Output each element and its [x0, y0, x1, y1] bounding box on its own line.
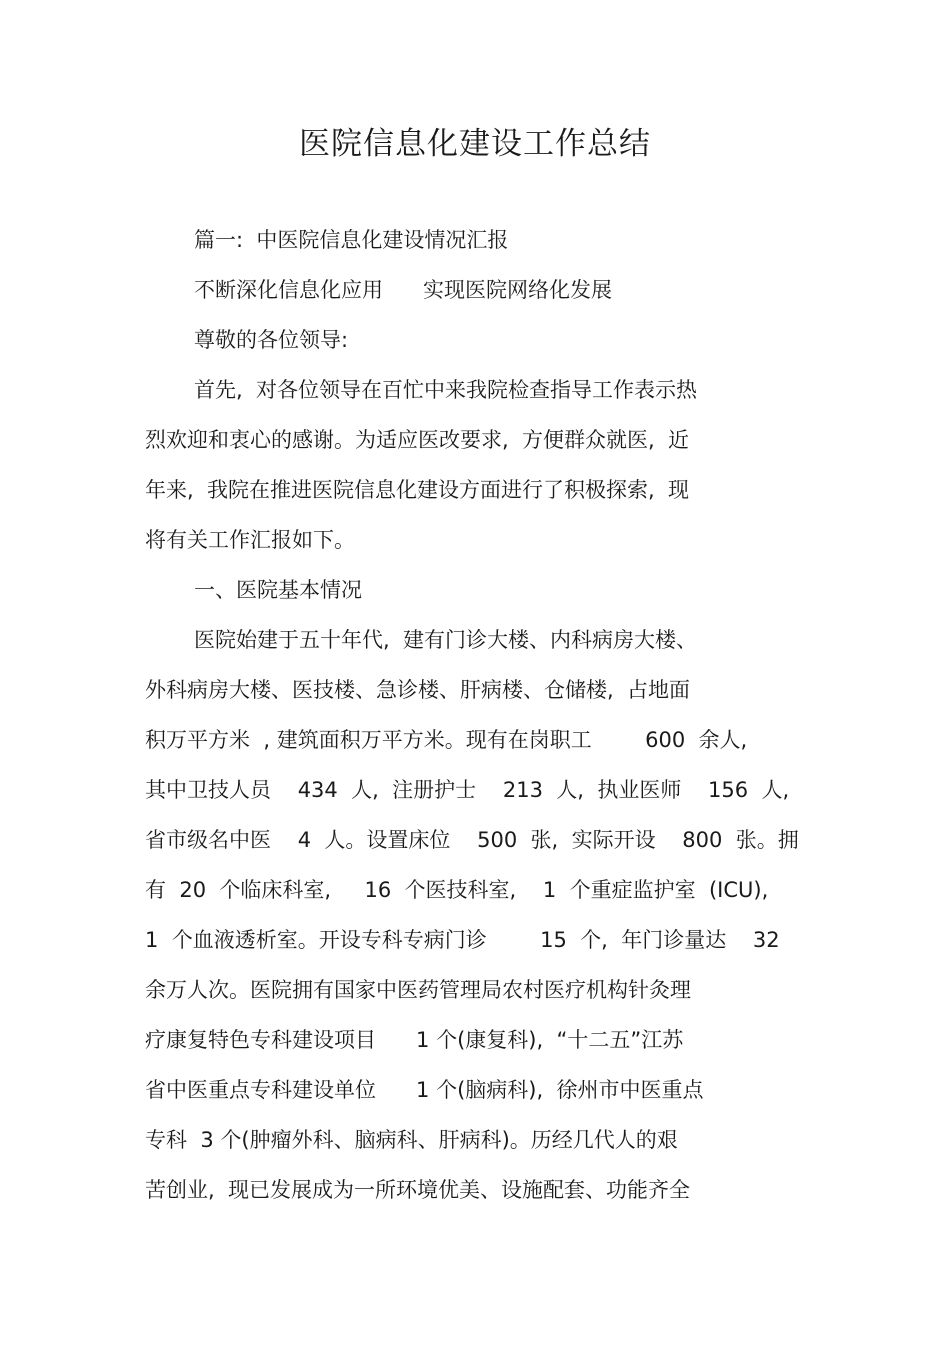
paragraph-line: 疗康复特色专科建设项目 1 个(康复科), “十二五”江苏 [145, 1028, 684, 1052]
paragraph-line: 苦创业, 现已发展成为一所环境优美、设施配套、功能齐全 [145, 1178, 691, 1202]
paragraph-line: 烈欢迎和衷心的感谢。为适应医改要求, 方便群众就医, 近 [145, 428, 690, 452]
salutation-line: 尊敬的各位领导: [194, 328, 349, 352]
paragraph-line: 医院始建于五十年代, 建有门诊大楼、内科病房大楼、 [194, 628, 698, 652]
paragraph-line: 首先, 对各位领导在百忙中来我院检查指导工作表示热 [194, 378, 698, 402]
paragraph-line: 有 20 个临床科室, 16 个医技科室, 1 个重症监护室 (ICU), [145, 878, 769, 902]
paragraph-line: 省市级名中医 4 人。设置床位 500 张, 实际开设 800 张。拥 [145, 828, 799, 852]
paragraph-line: 将有关工作汇报如下。 [145, 528, 355, 552]
section-heading: 篇一: 中医院信息化建设情况汇报 [194, 228, 509, 252]
document-title: 医院信息化建设工作总结 [299, 126, 651, 162]
paragraph-line: 专科 3 个(肿瘤外科、脑病科、肝病科)。历经几代人的艰 [145, 1128, 678, 1152]
paragraph-line: 年来, 我院在推进医院信息化建设方面进行了积极探索, 现 [145, 478, 690, 502]
paragraph-line: 余万人次。医院拥有国家中医药管理局农村医疗机构针灸理 [145, 978, 691, 1002]
paragraph-line: 积万平方米 , 建筑面积万平方米。现有在岗职工 600 余人, [145, 728, 748, 752]
paragraph-line: 1 个血液透析室。开设专科专病门诊 15 个, 年门诊量达 32 [145, 928, 780, 952]
paragraph-line: 外科病房大楼、医技楼、急诊楼、肝病楼、仓储楼, 占地面 [145, 678, 691, 702]
paragraph-line: 其中卫技人员 434 人, 注册护士 213 人, 执业医师 156 人, [145, 778, 790, 802]
section-heading: 一、医院基本情况 [194, 578, 362, 602]
subtitle-line: 不断深化信息化应用 实现医院网络化发展 [194, 278, 613, 302]
paragraph-line: 省中医重点专科建设单位 1 个(脑病科), 徐州市中医重点 [145, 1078, 704, 1102]
